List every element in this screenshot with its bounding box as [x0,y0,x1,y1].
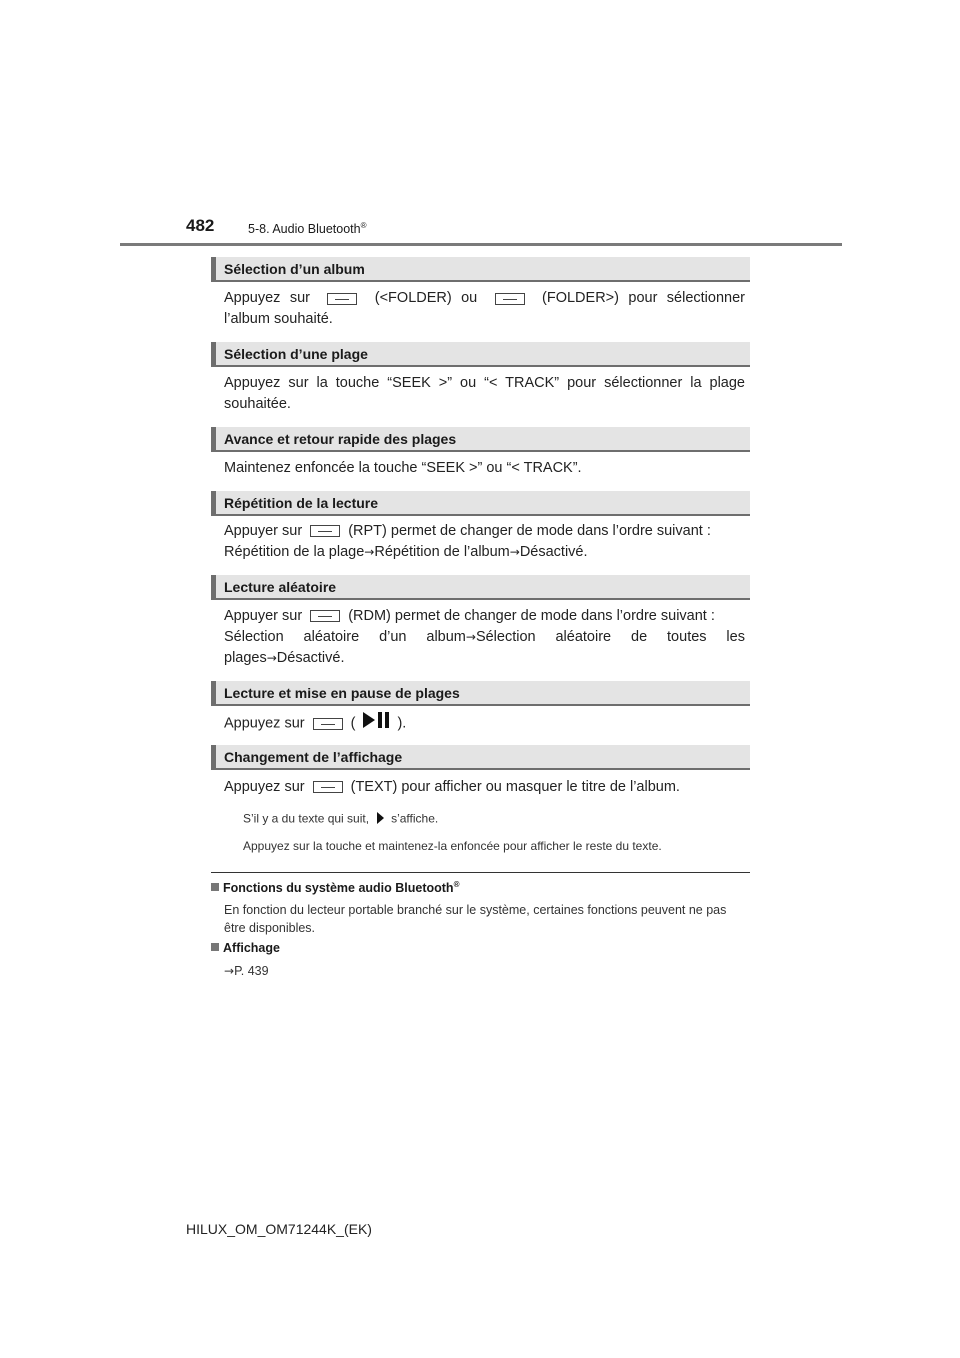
arrow-icon: → [224,964,235,978]
rpt-key-icon [310,525,340,537]
arrow-icon: → [364,545,375,559]
section-heading-play: Lecture et mise en pause de plages [211,681,750,706]
arrow-icon: → [465,630,476,644]
info-title-functions: Fonctions du système audio Bluetooth® [211,880,459,895]
info-reference-display: →P. 439 [224,964,269,978]
triangle-right-icon [375,810,385,829]
folder-up-key-icon [495,293,525,305]
registered-mark: ® [453,880,460,889]
section-heading-random: Lecture aléatoire [211,575,750,600]
display-note-1: S’il y a du texte qui suit, s’affiche. [243,810,743,829]
registered-mark: ® [360,221,367,230]
footer-doc-code: HILUX_OM_OM71244K_(EK) [186,1221,372,1237]
square-bullet-icon [211,943,219,951]
section-heading-track: Sélection d’une plage [211,342,750,367]
random-line-2: Sélection aléatoire d’un album→Sélection aléatoire de toutes les [224,629,745,645]
track-instructions: Appuyez sur la touche “SEEK >” ou “< TRACK” pour sélectionner la plage souhaitée. [224,375,745,412]
text-key-icon [313,781,343,793]
section-heading-repeat: Répétition de la lecture [211,491,750,516]
section-reference-text: 5-8. Audio Bluetooth [248,222,361,237]
info-title-display: Affichage [211,941,280,955]
repeat-line-2: Répétition de la plage→Répétition de l’album→Désactivé. [224,544,588,560]
random-instructions [224,606,745,669]
folder-down-key-icon [327,293,357,305]
random-line-3: plages→Désactivé. [224,650,345,666]
arrow-icon: → [266,651,277,665]
square-bullet-icon [211,883,219,891]
album-line-1: Appuyez sur (<FOLDER) ou (FOLDER>) pour sélectionner [224,290,745,306]
repeat-instructions [224,521,745,563]
random-line-1: Appuyer sur (RDM) permet de changer de mode dans l’ordre suivant : [224,608,715,624]
album-instructions [224,288,745,330]
display-instructions: Appuyez sur (TEXT) pour afficher ou masquer le titre de l’album. [224,779,680,795]
play-key-icon [313,718,343,730]
section-reference [248,221,367,236]
section-heading-display: Changement de l’affichage [211,745,750,770]
repeat-line-1: Appuyer sur (RPT) permet de changer de mode dans l’ordre suivant : [224,523,711,539]
section-heading-album: Sélection d’un album [211,257,750,282]
info-text-functions: En fonction du lecteur portable branché sur le système, certaines fonctions peuvent ne pas être disponibles. [224,903,727,935]
fast-instructions: Maintenez enfoncée la touche “SEEK >” ou “< TRACK”. [224,460,582,476]
section-divider [211,872,750,873]
display-note-2: Appuyez sur la touche et maintenez-la enfoncée pour afficher le reste du texte. [243,839,662,853]
page-number: 482 [186,216,215,235]
play-pause-icon [361,711,391,736]
album-line-2: l’album souhaité. [224,311,333,327]
rdm-key-icon [310,610,340,622]
section-heading-fast: Avance et retour rapide des plages [211,427,750,452]
play-instructions: Appuyez sur ( ). [224,711,745,736]
header-rule [120,243,842,246]
arrow-icon: → [509,545,520,559]
